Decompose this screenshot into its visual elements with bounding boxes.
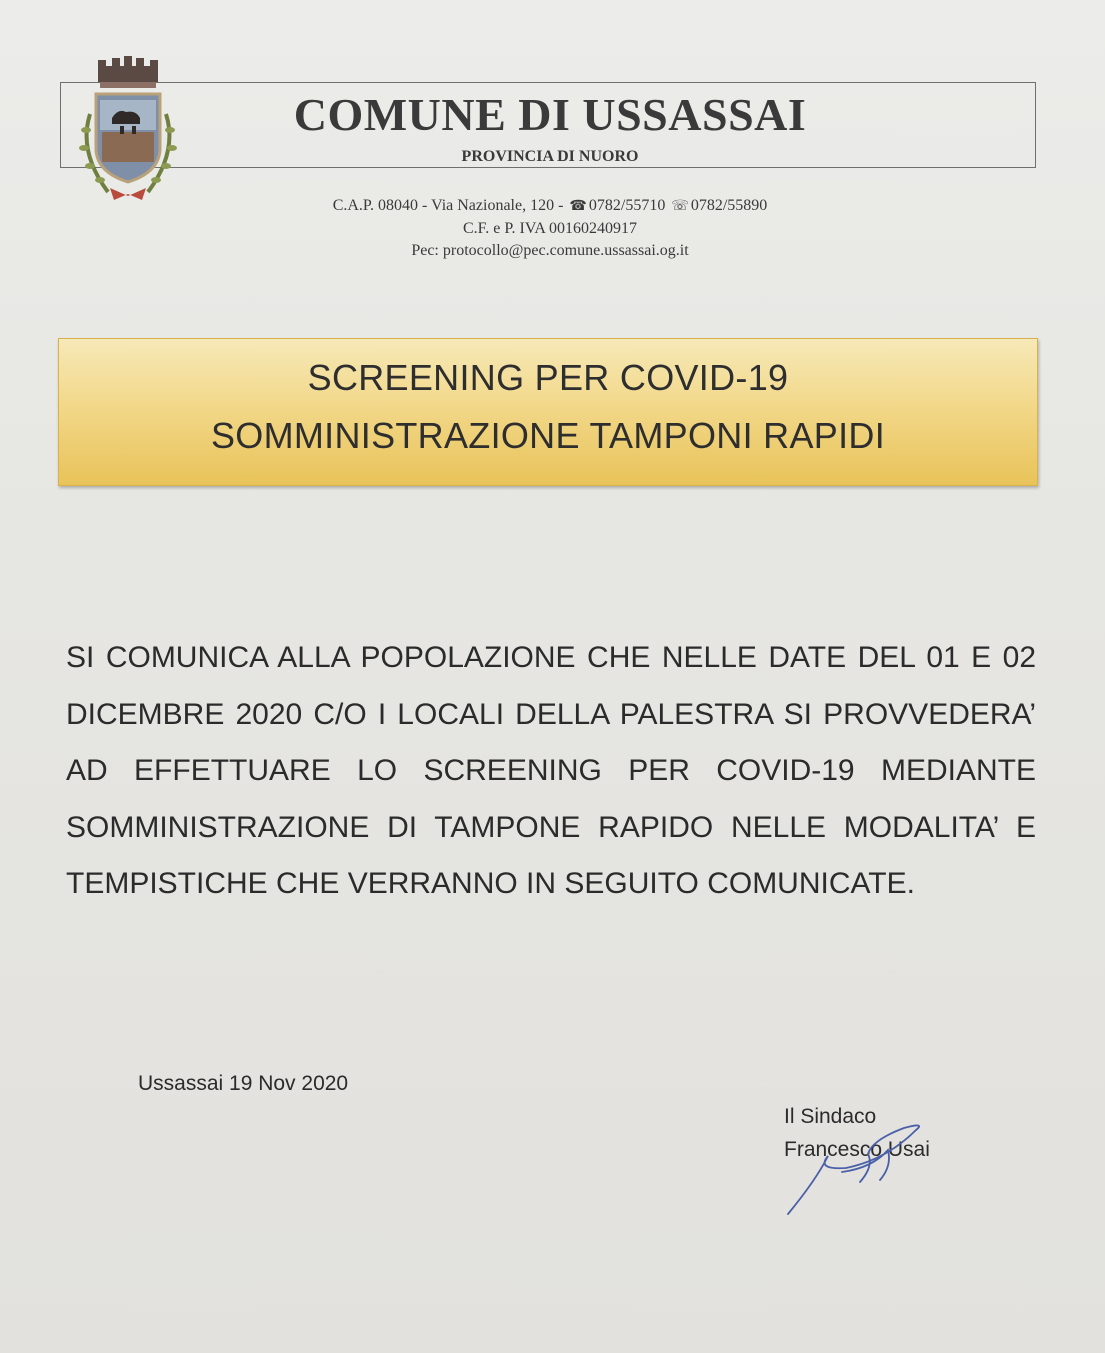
phone-number: 0782/55710 <box>588 197 666 214</box>
banner-line-1: SCREENING PER COVID-19 <box>307 357 789 398</box>
banner-line-2: SOMMINISTRAZIONE TAMPONI RAPIDI <box>210 415 886 456</box>
signatory-name: Francesco Usai <box>784 1138 930 1161</box>
tax-id-line: C.F. e P. IVA 00160240917 <box>462 220 637 237</box>
fax-number: 0782/55890 <box>690 197 768 214</box>
headline-banner <box>58 338 1038 486</box>
pec-line: Pec: protocollo@pec.comune.ussassai.og.it <box>411 242 689 259</box>
address-text: C.A.P. 08040 - Via Nazionale, 120 - <box>332 197 564 214</box>
address-line <box>240 195 860 218</box>
place-and-date: Ussassai 19 Nov 2020 <box>138 1072 349 1095</box>
contact-block <box>240 195 860 262</box>
handwritten-signature <box>776 1110 946 1220</box>
notice-body: SI COMUNICA ALLA POPOLAZIONE CHE NELLE DATE DEL 01 E 02 DICEMBRE 2020 C/O I LOCALI DELLA PALESTRA SI PROVVEDERA’ AD EFFETTUARE LO SCREENING PER COVID-19 MEDIANTE SOMMINISTRAZIONE DI TAMPONE RAPIDO NELLE MODALITA’ E TEMPISTICHE CHE VERRANNO IN SEGUITO COMUNICATE. <box>66 641 1036 900</box>
municipal-crest-icon <box>72 56 184 202</box>
signatory-role: Il Sindaco <box>784 1105 877 1128</box>
municipality-title: COMUNE DI USSASSAI <box>293 89 807 140</box>
province-subtitle: PROVINCIA DI NUORO <box>461 148 639 165</box>
telephone-icon: ☎ <box>569 199 587 214</box>
fax-icon: ☏ <box>671 199 689 214</box>
